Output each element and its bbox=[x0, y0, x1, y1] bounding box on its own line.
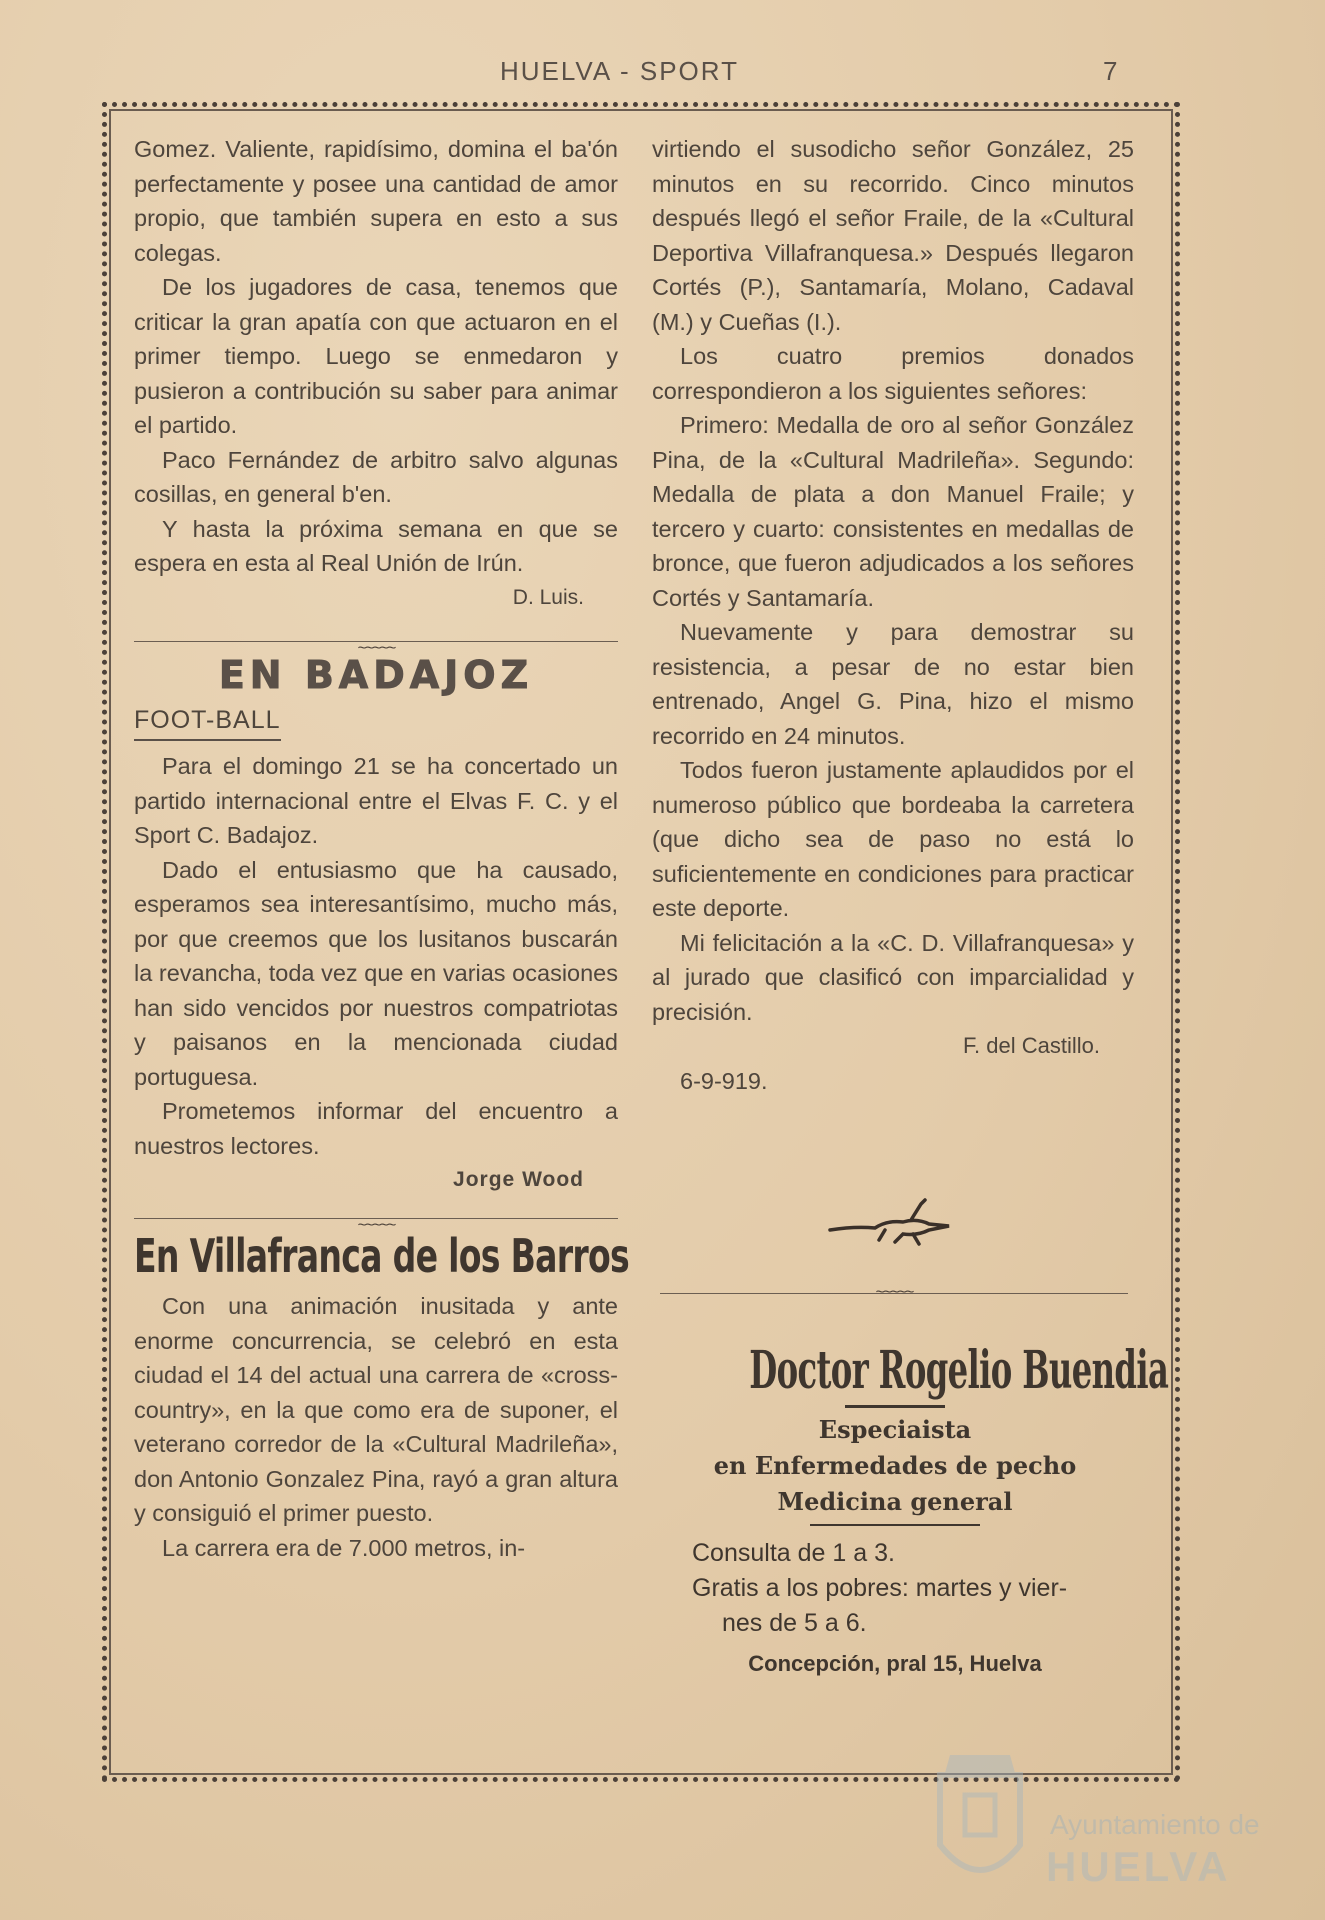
article-paragraph: Con una animación inusitada y ante enorme concurrencia, se celebró en esta ciudad el 14 del actual una carrera de «cross-country», en la que como era de suponer, el veterano corredor de la «Cultural Madrileña», don Antonio Gonzalez Pina, rayó a gran altura y consiguió el primer puesto. bbox=[134, 1293, 618, 1526]
subheading-foot-ball: FOOT-BALL bbox=[134, 703, 281, 742]
article-paragraph: Primero: Medalla de oro al señor González Pina, de la «Cultural Madrileña». Segundo: Medalla de plata a don Manuel Fraile; y tercero y cuarto: consistentes en medallas de bronce, que fueron adjudicados a los señores Cortés y Santamaría. bbox=[652, 412, 1134, 611]
ayuntamiento-watermark bbox=[920, 1735, 1300, 1905]
doctor-advertisement bbox=[660, 1340, 1169, 1677]
ad-rule bbox=[810, 1524, 980, 1526]
section-divider: ~~~~~ bbox=[134, 1218, 618, 1221]
watermark-line1: Ayuntamiento de bbox=[1050, 1809, 1260, 1840]
section-divider: ~~~~~ bbox=[660, 1293, 1128, 1296]
article-paragraph: Para el domingo 21 se ha concertado un partido internacional entre el Elvas F. C. y el Sport C. Badajoz. bbox=[134, 753, 618, 848]
ad-address: Concepción, pral 15, Huelva bbox=[748, 1651, 1042, 1676]
article-paragraph: Y hasta la próxima semana en que se espera en esta al Real Unión de Irún. bbox=[134, 515, 618, 576]
article-paragraph: De los jugadores de casa, tenemos que criticar la gran apatía con que actuaron en el primer tiempo. Luego se enmedaron y pusieron a contribución su saber para animar el partido. bbox=[134, 274, 618, 438]
signature-d-luis: D. Luis. bbox=[512, 585, 584, 609]
article-paragraph: Mi felicitación a la «C. D. Villafranquesa» y al jurado que clasificó con imparcialidad y precisión. bbox=[652, 929, 1134, 1025]
ad-general: Medicina general bbox=[777, 1487, 1013, 1516]
lizard-ornament-icon bbox=[825, 1190, 955, 1260]
article-paragraph: Dado el entusiasmo que ha causado, esperamos sea interesantísimo, mucho más, por que creemos que los lusitanos buscarán la revancha, toda vez que en varias ocasiones han sido vencidos por nuestros compatriotas y paisanos en la mencionada ciudad portuguesa. bbox=[134, 856, 618, 1090]
article-paragraph: Paco Fernández de arbitro salvo algunas cosillas, en general b'en. bbox=[134, 446, 618, 507]
ad-free-line-1: Gratis a los pobres: martes y vier- bbox=[692, 1574, 1068, 1602]
article-paragraph: Prometemos informar del encuentro a nuestros lectores. bbox=[134, 1098, 618, 1159]
ad-hours: Consulta de 1 a 3. bbox=[692, 1539, 895, 1567]
article-paragraph: Todos fueron justamente aplaudidos por el numeroso público que bordeaba la carretera (que dicho sea de paso no está lo suficientemente en condiciones para practicar este deporte. bbox=[652, 757, 1134, 921]
ad-doctor-name: Doctor Rogelio Buendia bbox=[749, 1340, 1169, 1401]
article-paragraph: virtiendo el susodicho señor González, 25 minutos en su recorrido. Cinco minutos después llegó el señor Fraile, de la «Cultural Deportiva Villafranquesa.» Después llegaron Cortés (P.), Santamaría, Molano, Cadaval (M.) y Cueñas (I.). bbox=[652, 136, 1134, 335]
signature-jorge-wood: Jorge Wood bbox=[453, 1168, 584, 1191]
coat-of-arms-icon bbox=[920, 1735, 1040, 1900]
ad-free-line-2: nes de 5 a 6. bbox=[722, 1609, 867, 1637]
signature-f-del-castillo: F. del Castillo. bbox=[963, 1033, 1100, 1058]
article-paragraph: Gomez. Valiente, rapidísimo, domina el ba'ón perfectamente y posee una cantidad de amor propio, que también supera en esto a sus colegas. bbox=[134, 136, 618, 266]
ad-specialty: Especiaista bbox=[818, 1415, 972, 1444]
article-paragraph: Los cuatro premios donados correspondieron a los siguientes señores: bbox=[652, 343, 1134, 404]
ad-rule bbox=[845, 1405, 945, 1408]
article-paragraph: La carrera era de 7.000 metros, in- bbox=[162, 1534, 526, 1561]
heading-en-villafranca: En Villafranca de los Barros bbox=[134, 1228, 629, 1283]
article-date: 6-9-919. bbox=[680, 1067, 768, 1094]
section-divider: ~~~~~ bbox=[134, 641, 618, 644]
page-header-title: HUELVA - SPORT bbox=[500, 56, 739, 86]
page-header bbox=[0, 50, 1325, 90]
watermark-line2: HUELVA bbox=[1046, 1843, 1231, 1890]
article-paragraph: Nuevamente y para demostrar su resistencia, a pesar de no estar bien entrenado, Angel G. Pina, hizo el mismo recorrido en 24 minutos. bbox=[652, 619, 1134, 749]
right-column bbox=[652, 132, 1134, 1098]
heading-en-badajoz: EN BADAJOZ bbox=[218, 653, 534, 697]
left-column bbox=[134, 132, 629, 1565]
page-number: 7 bbox=[1103, 56, 1118, 86]
ad-field: en Enfermedades de pecho bbox=[713, 1451, 1077, 1480]
